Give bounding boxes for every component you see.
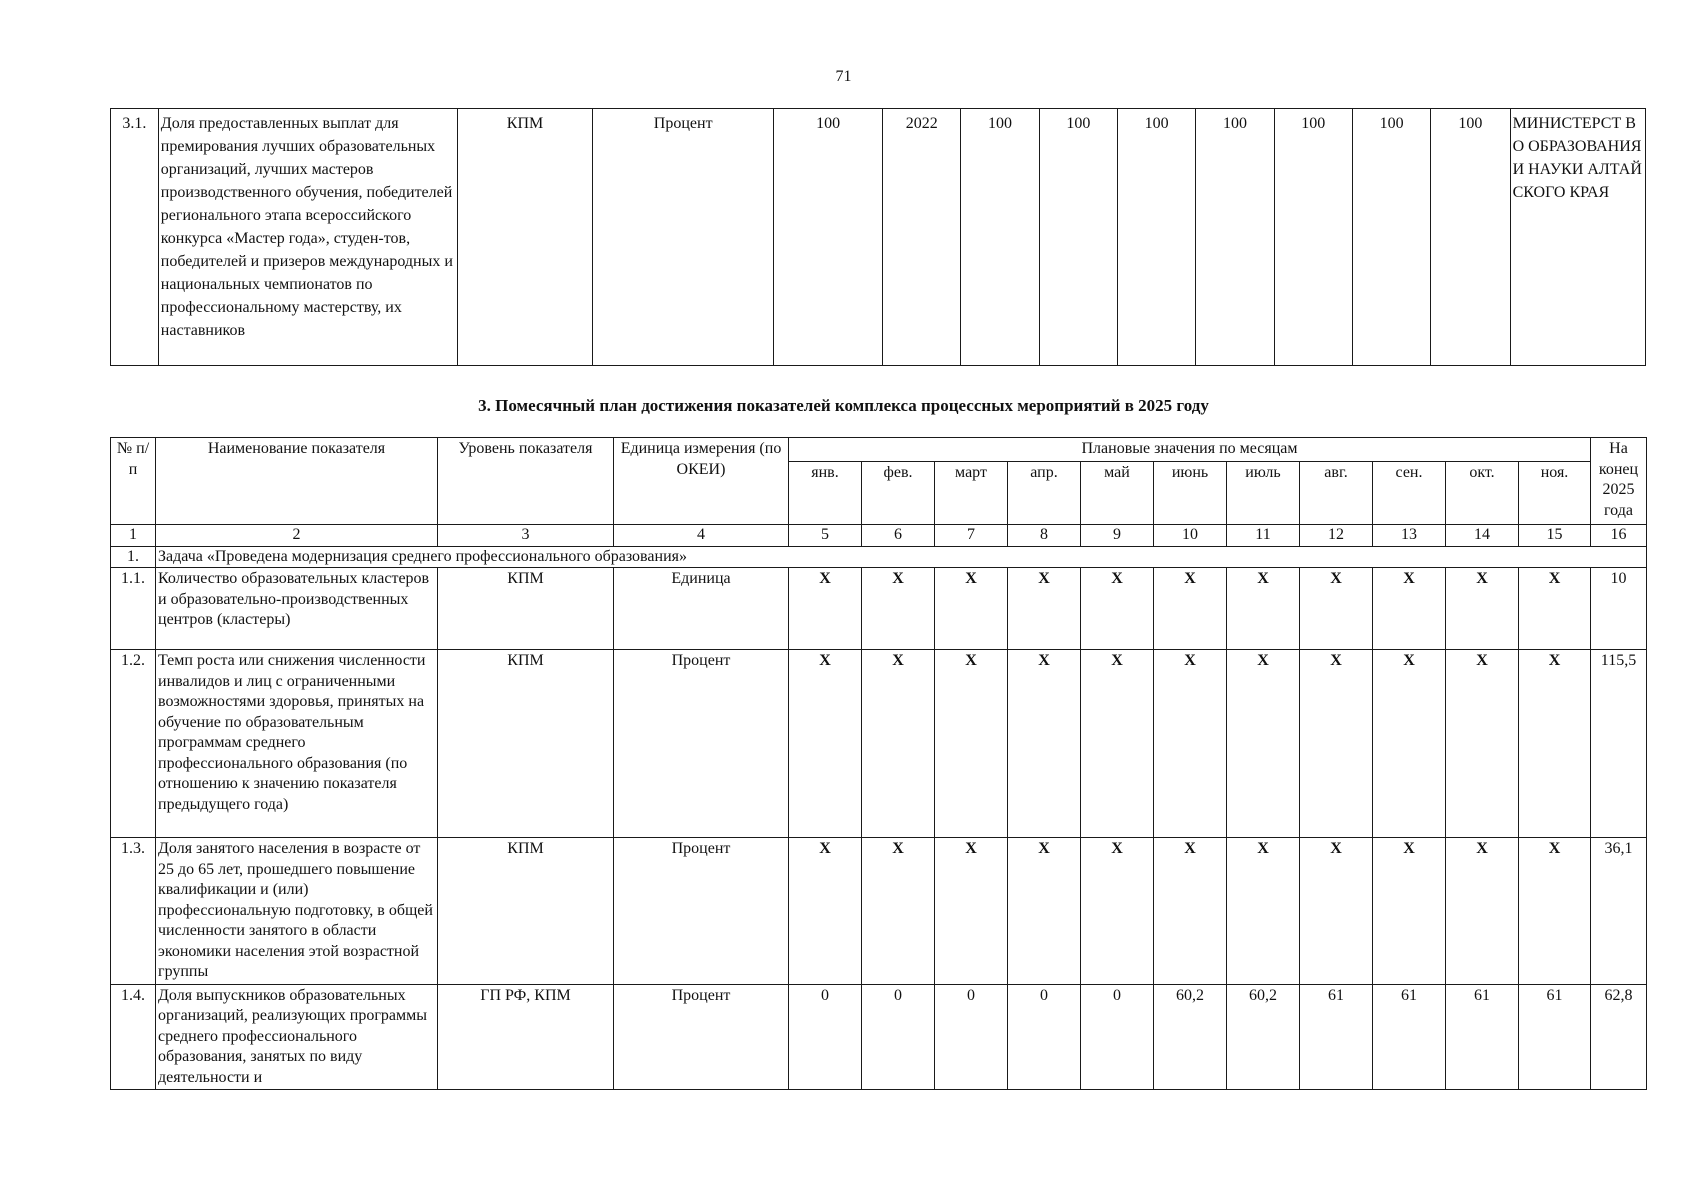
unit-of-measure: Процент — [614, 838, 789, 985]
month-value: X — [1519, 650, 1591, 838]
header-month: авг. — [1300, 461, 1373, 525]
table-row — [111, 568, 1647, 650]
column-number: 14 — [1446, 525, 1519, 547]
month-value: X — [1154, 568, 1227, 650]
page-number: 71 — [835, 68, 852, 85]
month-value: 0 — [1008, 984, 1081, 1090]
month-value: X — [1081, 650, 1154, 838]
header-month: май — [1081, 461, 1154, 525]
header-end-of-year: На конец 2025 года — [1591, 438, 1647, 525]
unit-of-measure: Единица — [614, 568, 789, 650]
month-value: 0 — [862, 984, 935, 1090]
task-row — [111, 546, 1647, 568]
indicator-level: ГП РФ, КПМ — [438, 984, 614, 1090]
header-month: июнь — [1154, 461, 1227, 525]
month-value: 0 — [1081, 984, 1154, 1090]
header-month: окт. — [1446, 461, 1519, 525]
column-number: 11 — [1227, 525, 1300, 547]
month-value: 61 — [1373, 984, 1446, 1090]
month-value: 0 — [935, 984, 1008, 1090]
end-of-year-value: 36,1 — [1591, 838, 1647, 985]
month-value: X — [789, 838, 862, 985]
indicator-table-continuation — [110, 108, 1646, 366]
base-year: 2022 — [883, 109, 961, 366]
unit-of-measure: Процент — [614, 650, 789, 838]
month-value: X — [1300, 650, 1373, 838]
indicator-name: Доля занятого населения в возрасте от 25 до 65 лет, прошедшего повышение квалификации и (или) профессиональную подготовку, в общей численности занятого в области экономики населения этой возрастной группы — [156, 838, 438, 985]
column-number: 1 — [111, 525, 156, 547]
month-value: 61 — [1300, 984, 1373, 1090]
header-month: апр. — [1008, 461, 1081, 525]
column-number: 7 — [935, 525, 1008, 547]
month-value: X — [1300, 568, 1373, 650]
column-number: 15 — [1519, 525, 1591, 547]
base-value: 100 — [774, 109, 883, 366]
month-value: X — [1154, 650, 1227, 838]
column-number: 2 — [156, 525, 438, 547]
indicator-name: Темп роста или снижения численности инвалидов и лиц с ограниченными возможностями здоровья, принятых на обучение по образовательным программам среднего профессионального образования (по отношению к значению показателя предыдущего года) — [156, 650, 438, 838]
row-number: 1.2. — [111, 650, 156, 838]
month-value: X — [1008, 650, 1081, 838]
column-number: 5 — [789, 525, 862, 547]
month-value: X — [1008, 568, 1081, 650]
year-value: 100 — [1196, 109, 1274, 366]
indicator-level: КПМ — [457, 109, 592, 366]
column-number: 9 — [1081, 525, 1154, 547]
month-value: X — [935, 838, 1008, 985]
month-value: 61 — [1519, 984, 1591, 1090]
month-value: X — [1154, 838, 1227, 985]
month-value: X — [935, 650, 1008, 838]
month-value: X — [935, 568, 1008, 650]
table-row — [111, 984, 1647, 1090]
month-value: X — [1081, 568, 1154, 650]
unit-of-measure: Процент — [614, 984, 789, 1090]
column-number: 12 — [1300, 525, 1373, 547]
header-month: янв. — [789, 461, 862, 525]
column-number: 8 — [1008, 525, 1081, 547]
year-value: 100 — [1117, 109, 1195, 366]
month-value: 0 — [789, 984, 862, 1090]
header-month: ноя. — [1519, 461, 1591, 525]
month-value: X — [1446, 650, 1519, 838]
month-value: X — [862, 650, 935, 838]
monthly-plan-table — [110, 437, 1647, 1090]
month-value: X — [862, 568, 935, 650]
month-value: 60,2 — [1227, 984, 1300, 1090]
column-number: 16 — [1591, 525, 1647, 547]
header-month: фев. — [862, 461, 935, 525]
end-of-year-value: 115,5 — [1591, 650, 1647, 838]
year-value: 100 — [1431, 109, 1510, 366]
year-value: 100 — [961, 109, 1039, 366]
header-month: июль — [1227, 461, 1300, 525]
column-number: 3 — [438, 525, 614, 547]
month-value: 60,2 — [1154, 984, 1227, 1090]
end-of-year-value: 10 — [1591, 568, 1647, 650]
header-num: № п/п — [111, 438, 156, 525]
indicator-name: Доля выпускников образовательных организаций, реализующих программы среднего профессионального образования, занятых по виду деятельности и — [156, 984, 438, 1090]
table-row — [111, 838, 1647, 985]
indicator-level: КПМ — [438, 568, 614, 650]
indicator-level: КПМ — [438, 838, 614, 985]
table-row — [111, 109, 1646, 366]
section-title: 3. Помесячный план достижения показателей комплекса процессных мероприятий в 2025 году — [478, 396, 1209, 415]
indicator-level: КПМ — [438, 650, 614, 838]
month-value: X — [1227, 650, 1300, 838]
column-number: 13 — [1373, 525, 1446, 547]
month-value: X — [1519, 838, 1591, 985]
header-planned: Плановые значения по месяцам — [789, 438, 1591, 462]
task-label: Задача «Проведена модернизация среднего профессионального образования» — [156, 546, 1647, 568]
month-value: X — [1081, 838, 1154, 985]
year-value: 100 — [1039, 109, 1117, 366]
column-number: 6 — [862, 525, 935, 547]
indicator-name: Доля предоставленных выплат для премирования лучших образовательных организаций, лучших мастеров производственного обучения, победителей регионального этапа всероссийского конкурса «Мастер года», студен-тов, победителей и призеров международных и национальных чемпионатов по профессиональному мастерству, их наставников — [158, 109, 457, 366]
header-unit: Единица измерения (по ОКЕИ) — [614, 438, 789, 525]
year-value: 100 — [1274, 109, 1352, 366]
header-name: Наименование показателя — [156, 438, 438, 525]
row-number: 1.4. — [111, 984, 156, 1090]
row-number: 3.1. — [111, 109, 159, 366]
column-numbers-row — [111, 525, 1647, 547]
task-number: 1. — [111, 546, 156, 568]
column-number: 10 — [1154, 525, 1227, 547]
month-value: X — [1446, 568, 1519, 650]
month-value: X — [1519, 568, 1591, 650]
table-row — [111, 650, 1647, 838]
responsible-body: МИНИСТЕРСТ ВО ОБРАЗОВАНИЯ И НАУКИ АЛТАЙСКОГО КРАЯ — [1510, 109, 1645, 366]
month-value: 61 — [1446, 984, 1519, 1090]
month-value: X — [862, 838, 935, 985]
header-month: март — [935, 461, 1008, 525]
end-of-year-value: 62,8 — [1591, 984, 1647, 1090]
month-value: X — [1446, 838, 1519, 985]
month-value: X — [1227, 838, 1300, 985]
header-month: сен. — [1373, 461, 1446, 525]
month-value: X — [1227, 568, 1300, 650]
month-value: X — [1373, 568, 1446, 650]
month-value: X — [1373, 838, 1446, 985]
month-value: X — [789, 568, 862, 650]
row-number: 1.3. — [111, 838, 156, 985]
month-value: X — [1373, 650, 1446, 838]
unit-of-measure: Процент — [593, 109, 774, 366]
header-level: Уровень показателя — [438, 438, 614, 525]
year-value: 100 — [1352, 109, 1430, 366]
indicator-name: Количество образовательных кластеров и образовательно-производственных центров (кластеры) — [156, 568, 438, 650]
header-row — [111, 438, 1647, 462]
month-value: X — [1300, 838, 1373, 985]
month-value: X — [1008, 838, 1081, 985]
column-number: 4 — [614, 525, 789, 547]
row-number: 1.1. — [111, 568, 156, 650]
month-value: X — [789, 650, 862, 838]
